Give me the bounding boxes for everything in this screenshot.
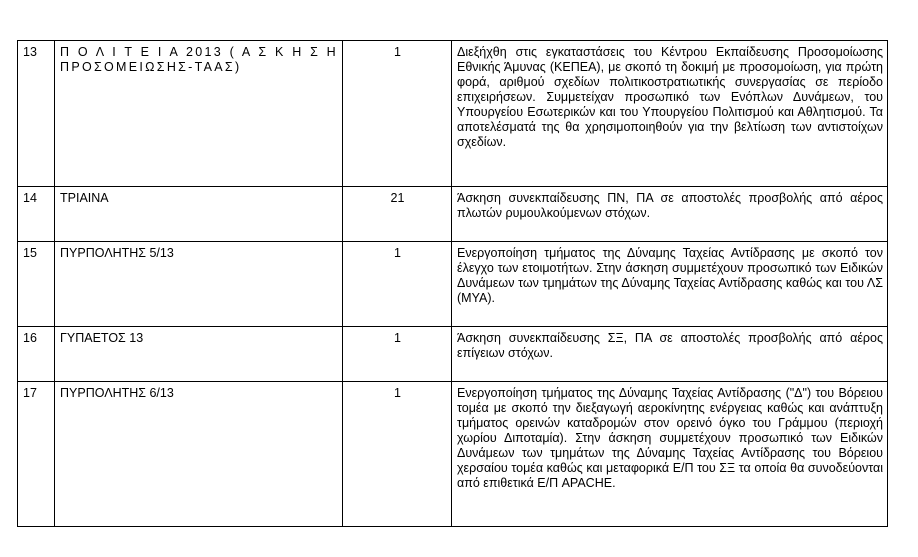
exercises-table [17,40,888,527]
row-number: 15 [18,242,55,327]
exercise-name: Π Ο Λ Ι Τ Ε Ι Α 2013 ( Α Σ Κ Η Σ Η ΠΡΟΣΟΜΕΙΩΣΗΣ-ΤΑΑΣ) [55,41,343,187]
row-number: 14 [18,187,55,242]
table-row [18,242,888,327]
exercise-count: 1 [343,242,452,327]
row-number: 13 [18,41,55,187]
exercise-name: ΓΥΠΑΕΤΟΣ 13 [55,327,343,382]
exercise-name: ΠΥΡΠΟΛΗΤΗΣ 5/13 [55,242,343,327]
exercise-description: Άσκηση συνεκπαίδευσης ΠΝ, ΠΑ σε αποστολές προσβολής από αέρος πλωτών ρυμουλκούμενων στόχων. [452,187,888,242]
exercise-description: Ενεργοποίηση τμήματος της Δύναμης Ταχείας Αντίδρασης με σκοπό τον έλεγχο των ετοιμοτήτων. Στην άσκηση συμμετέχουν προσωπικό των Ειδικών Δυνάμεων των τμημάτων της Δύναμης Ταχείας Αντίδρασης καθώς και του ΛΣ (ΜΥΑ). [452,242,888,327]
exercise-description: Άσκηση συνεκπαίδευσης ΣΞ, ΠΑ σε αποστολές προσβολής από αέρος επίγειων στόχων. [452,327,888,382]
row-number: 17 [18,382,55,527]
table-row [18,187,888,242]
exercise-count: 1 [343,41,452,187]
exercise-name: ΠΥΡΠΟΛΗΤΗΣ 6/13 [55,382,343,527]
exercise-name: ΤΡΙΑΙΝΑ [55,187,343,242]
table-row [18,41,888,187]
table-row [18,327,888,382]
table-row [18,382,888,527]
row-number: 16 [18,327,55,382]
exercise-description: Διεξήχθη στις εγκαταστάσεις του Κέντρου Εκπαίδευσης Προσομοίωσης Εθνικής Άμυνας (ΚΕΠΕΑ), με σκοπό τη δοκιμή με προσομοίωση, για πρώτη φορά, αριθμού σχεδίων πολιτικοστρατιωτικής συνεργασίας σε περίοδο επιχειρήσεων. Συμμετείχαν προσωπικό των Ενόπλων Δυνάμεων, του Υπουργείου Εσωτερικών και του Υπουργείου Πολιτισμού και Αθλητισμού. Τα αποτελέσματά της θα χρησιμοποιηθούν για την βελτίωση των αντιστοίχων σχεδίων. [452,41,888,187]
exercise-count: 1 [343,382,452,527]
exercise-description: Ενεργοποίηση τμήματος της Δύναμης Ταχείας Αντίδρασης ("Δ") του Βόρειου τομέα με σκοπό την διεξαγωγή αεροκίνητης ενέργειας καθώς και ανάπτυξη τμήματος ορεινών καταδρομών στον ορεινό όγκο του Γράμμου (περιοχή χωρίου Διποταμία). Στην άσκηση συμμετέχουν προσωπικό των Ειδικών Δυνάμεων των τμημάτων της Δύναμης Ταχείας Αντίδρασης του Βόρειου χερσαίου τομέα καθώς και μεταφορικά Ε/Π του ΣΞ τα οποία θα συνοδεύονται από επιθετικά Ε/Π APACHE. [452,382,888,527]
exercise-count: 1 [343,327,452,382]
exercise-count: 21 [343,187,452,242]
